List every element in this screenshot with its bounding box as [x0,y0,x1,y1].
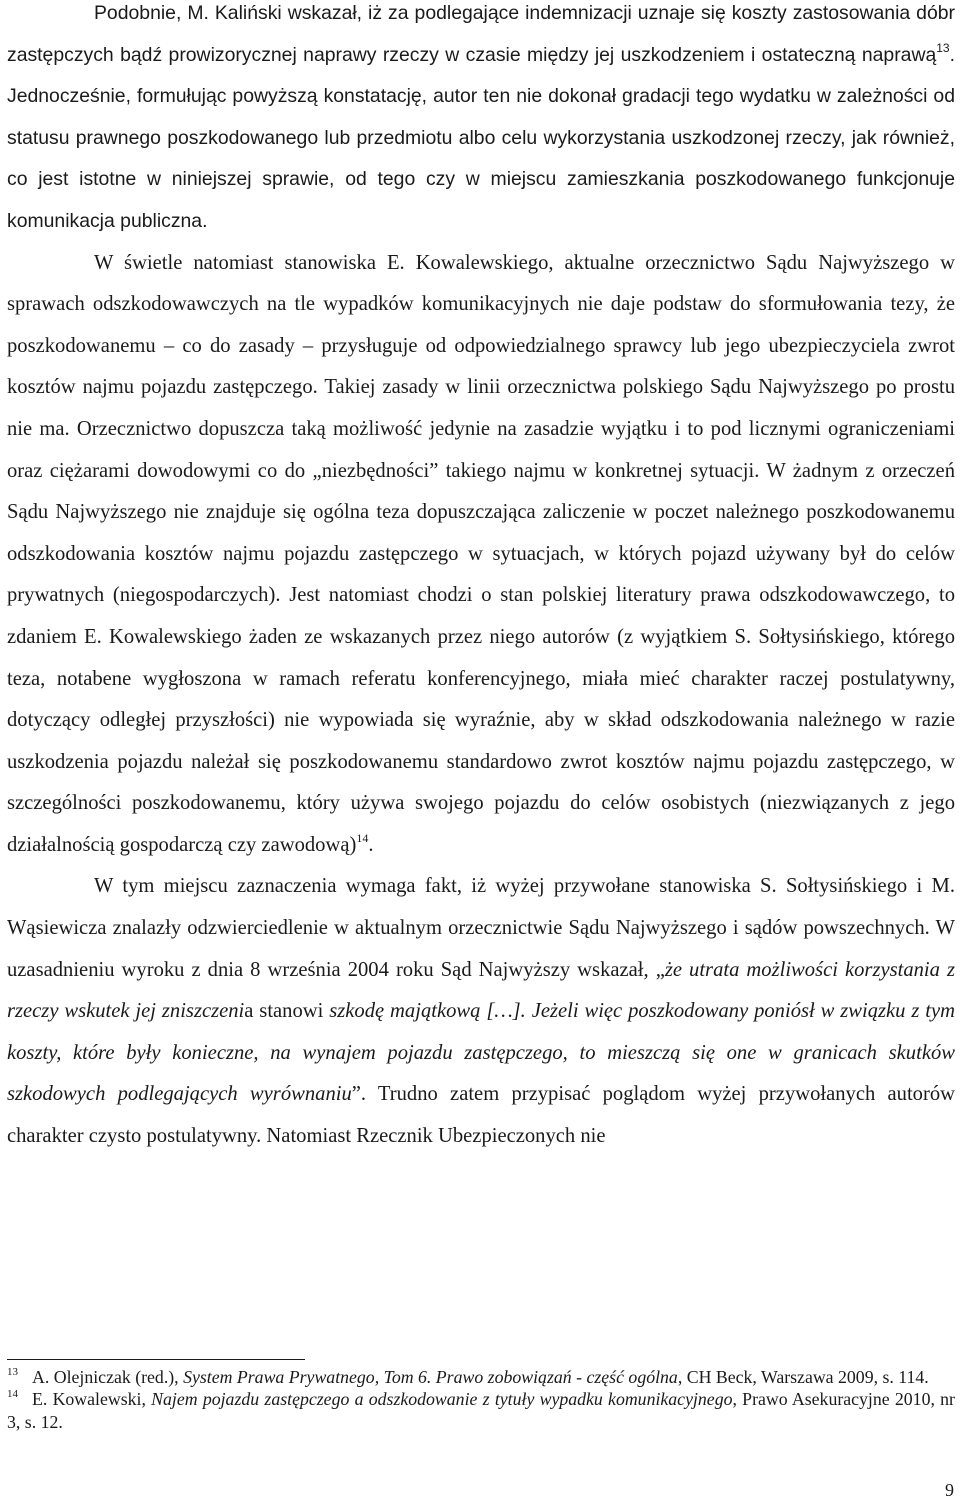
paragraph-3 [7,866,955,1157]
paragraph-3-text-end: ”. Trudno zatem przypisać poglądom wyżej przywołanych autorów charakter czysto postulatywny. Natomiast Rzecznik Ubezpieczonych nie [7,1083,955,1148]
footnote-publisher: , CH Beck, Warszawa 2009, s. 114. [677,1367,929,1387]
paragraph-1 [7,0,955,243]
footnote-14 [7,1388,955,1433]
footnote-13 [7,1366,955,1388]
footnote-separator [7,1359,305,1360]
footnote-number: 13 [7,1366,18,1378]
paragraph-2-end: . [368,833,374,856]
paragraph-3-text-mid: a stanowi [244,1000,330,1023]
quote-italic: że utrata możliwości korzystania z rzeczy wskutek jej zniszczeni [7,958,955,1023]
paragraph-2-intro: W świetle natomiast stanowiska E. [94,251,416,274]
footnote-author: E. Kowalewski, [32,1389,152,1410]
footnote-author: A. Olejniczak (red.), [32,1367,184,1387]
footnote-ref-14[interactable]: 14 [356,830,369,845]
footnotes [7,1366,955,1433]
paragraph-3-text: W tym miejscu zaznaczenia wymaga fakt, iż wyżej przywołane stanowiska S. Sołtysińskiego i M. Wąsiewicza znalazły odzwierciedlenie w aktualnym orzecznictwie Sądu Najwyższego i sądów powszechnych. W uzasadnieniu wyroku z dnia 8 września 2004 roku Sąd Najwyższy wskazał, „ [7,875,955,981]
paragraph-2 [7,243,955,867]
quote-italic-cont: szkodę majątkową […]. Jeżeli więc poszkodowany poniósł w związku z tym koszty, które były konieczne, na wynajem pojazdu zastępczego, to mieszczą się one w granicach skutków szkodowych podlegających wyrównaniu [7,1000,955,1106]
page-number: 9 [945,1480,954,1500]
footnote-title: Najem pojazdu zastępczego a odszkodowanie z tytuły wypadku komunikacyjnego [151,1389,733,1410]
paragraph-1-text-cont: . Jednocześnie, formułując powyższą konstatację, autor ten nie dokonał gradacji tego wydatku w zależności od statusu prawnego poszkodowanego lub przedmiotu albo celu wykorzystania uszkodzonej rzeczy, jak również, co jest istotne w niniejszej sprawie, od tego czy w miejscu zamieszkania poszkodowanego funkcjonuje komunikacja publiczna. [7,43,955,232]
footnote-ref-13[interactable]: 13 [936,40,950,55]
paragraph-2-text: Kowalewskiego, aktualne orzecznictwo Sądu Najwyższego w sprawach odszkodowawczych na tle wypadków komunikacyjnych nie daje podstaw do sformułowania tezy, że poszkodowanemu – co do zasady – przysługuje od odpowiedzialnego sprawcy lub jego ubezpieczyciela zwrot kosztów najmu pojazdu zastępczego. Takiej zasady w linii orzecznictwa polskiego Sądu Najwyższego po prostu nie ma. Orzecznictwo dopuszcza taką możliwość jedynie na zasadzie wyjątku i to pod licznymi ograniczeniami oraz ciężarami dowodowymi co do „niezbędności” takiego najmu w konkretnej sytuacji. W żadnym z orzeczeń Sądu Najwyższego nie znajduje się ogólna teza dopuszczająca zaliczenie w poczet należnego poszkodowanemu odszkodowania kosztów najmu pojazdu zastępczego w sytuacjach, w których pojazd używany był do celów prywatnych (niegospodarczych). Jest natomiast chodzi o stan polskiej literatury prawa odszkodowawczego, to zdaniem E. Kowalewskiego żaden ze wskazanych przez niego autorów (z wyjątkiem S. Sołtysińskiego, którego teza, notabene wygłoszona w ramach referatu konferencyjnego, miała mieć charakter raczej postulatywny, dotyczący odległej przyszłości) nie wypowiada się wyraźnie, aby w skład odszkodowania należnego w razie uszkodzenia pojazdu należał się poszkodowanemu standardowo zwrot kosztów najmu pojazdu zastępczego, w szczególności poszkodowanemu, który używa swojego pojazdu do celów osobistych (niezwiązanych z jego działalnością gospodarczą czy zawodową) [7,251,955,856]
footnote-number: 14 [7,1388,18,1401]
footnote-publisher: , Prawo Asekuracyjne 2010, nr 3, s. 12. [7,1389,955,1432]
paragraph-1-text: Podobnie, M. Kaliński wskazał, iż za podlegające indemnizacji uznaje się koszty zastosowania dóbr zastępczych bądź prowizorycznej naprawy rzeczy w czasie między jej uszkodzeniem i ostateczną naprawą [7,2,955,66]
document-page [7,0,955,1158]
footnote-title: System Prawa Prywatnego, Tom 6. Prawo zobowiązań - część ogólna [183,1367,678,1387]
